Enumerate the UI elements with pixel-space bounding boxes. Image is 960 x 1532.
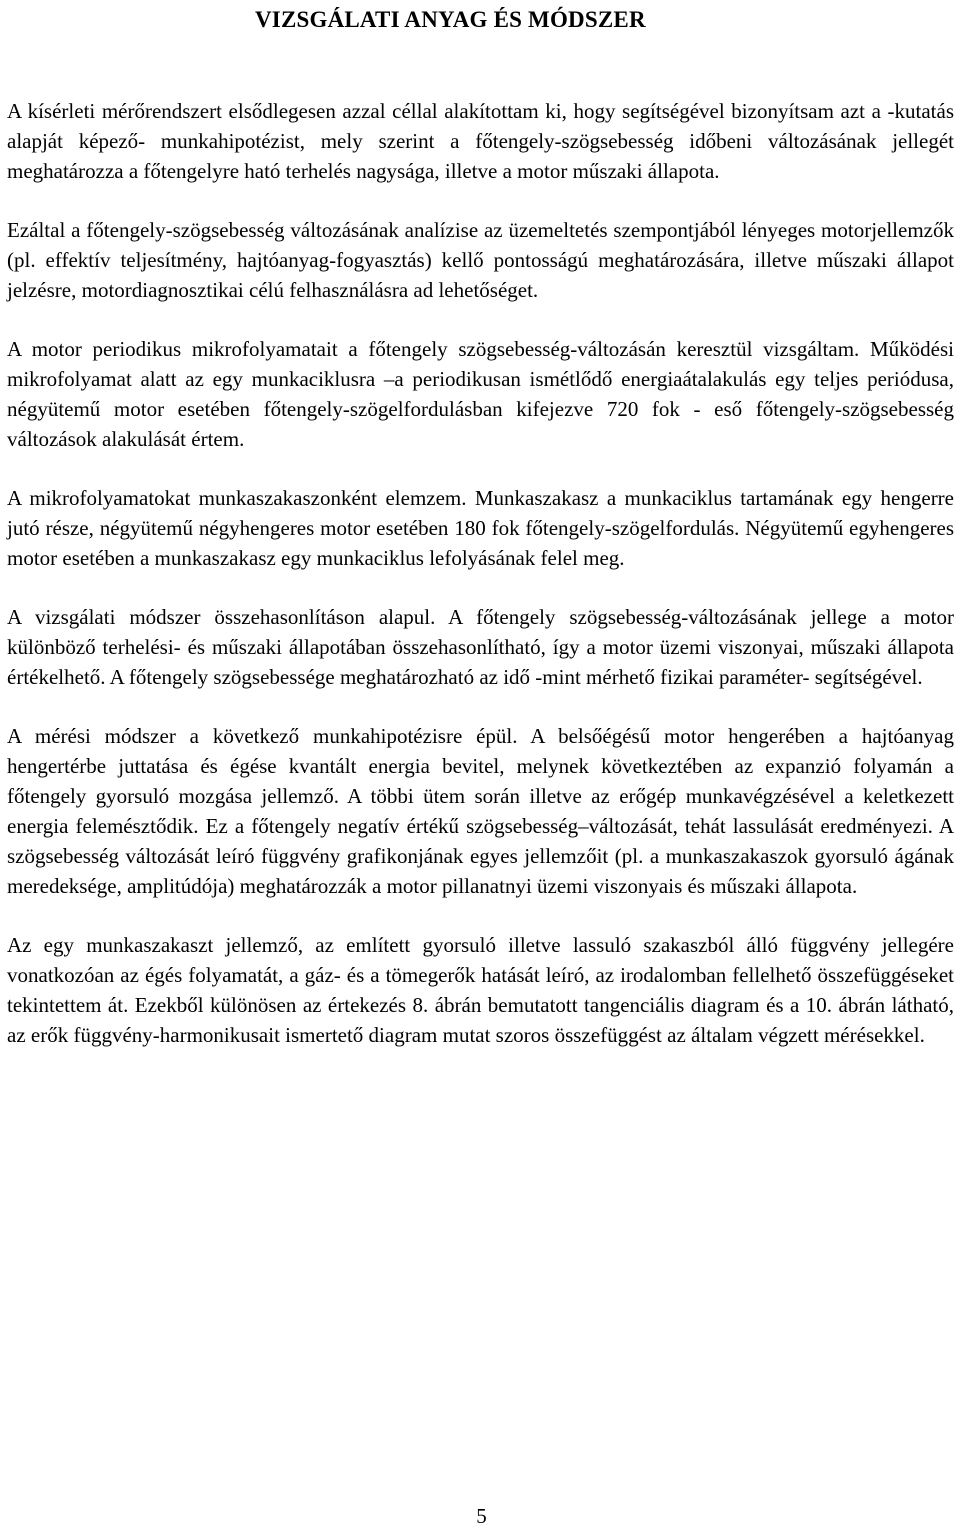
paragraph-2: Ezáltal a főtengely-szögsebesség változásának analízise az üzemeltetés szempontjából lényeges motorjellemzők (pl. effektív teljesítmény, hajtóanyag-fogyasztás) kellő pontosságú meghatározására, illetve műszaki állapot jelzésre, motordiagnosztikai célú felhasználásra ad lehetőséget. (7, 218, 954, 302)
document-page (7, 0, 954, 34)
paragraph-6: A mérési módszer a következő munkahipotézisre épül. A belsőégésű motor hengerében a hajtóanyag hengertérbe juttatása és égése kvantált energia bevitel, melynek következtében az expanzió folyamán a főtengely gyorsuló mozgása jellemző. A többi ütem során illetve az erőgép munkavégzésével a keletkezett energia felemésztődik. Ez a főtengely negatív értékű szögsebesség–változását, tehát lassulását eredményezi. A szögsebesség változását leíró függvény grafikonjának egyes jellemzőit (pl. a munkaszakaszok gyorsuló ágának meredeksége, amplitúdója) meghatározzák a motor pillanatnyi üzemi viszonyais és műszaki állapota. (7, 724, 954, 898)
paragraph-5: A vizsgálati módszer összehasonlításon alapul. A főtengely szögsebesség-változásának jellege a motor különböző terhelési- és műszaki állapotában összehasonlítható, így a motor üzemi viszonyai, műszaki állapota értékelhető. A főtengely szögsebessége meghatározható az idő -mint mérhető fizikai paraméter- segítségével. (7, 605, 954, 689)
paragraph-7: Az egy munkaszakaszt jellemző, az említett gyorsuló illetve lassuló szakaszból álló függvény jellegére vonatkozóan az égés folyamatát, a gáz- és a tömegerők hatását leíró, az irodalomban fellelhető összefüggéseket tekintettem át. Ezekből különösen az értekezés 8. ábrán bemutatott tangenciális diagram és a 10. ábrán látható, az erők függvény-harmonikusait ismertető diagram mutat szoros összefüggést az általam végzett mérésekkel. (7, 933, 954, 1047)
document-body (7, 96, 954, 1079)
page-number: 5 (476, 1504, 487, 1528)
paragraph-1: A kísérleti mérőrendszert elsődlegesen azzal céllal alakítottam ki, hogy segítségével bizonyítsam azt a -kutatás alapját képező- munkahipotézist, mely szerint a főtengely-szögsebesség időbeni változásának jellegét meghatározza a főtengelyre ható terhelés nagysága, illetve a motor műszaki állapota. (7, 99, 954, 183)
page-title: VIZSGÁLATI ANYAG ÉS MÓDSZER (255, 7, 646, 32)
paragraph-4: A mikrofolyamatokat munkaszakaszonként elemzem. Munkaszakasz a munkaciklus tartamának egy hengerre jutó része, négyütemű négyhengeres motor esetében 180 fok főtengely-szögelfordulás. Négyütemű egyhengeres motor esetében a munkaszakasz egy munkaciklus lefolyásának felel meg. (7, 486, 954, 570)
paragraph-3: A motor periodikus mikrofolyamatait a főtengely szögsebesség-változásán keresztül vizsgáltam. Működési mikrofolyamat alatt az egy munkaciklusra –a periodikusan ismétlődő energiaátalakulás egy teljes periódusa, négyütemű motor esetében főtengely-szögelfordulásban kifejezve 720 fok - eső főtengely-szögsebesség változások alakulását értem. (7, 337, 954, 451)
